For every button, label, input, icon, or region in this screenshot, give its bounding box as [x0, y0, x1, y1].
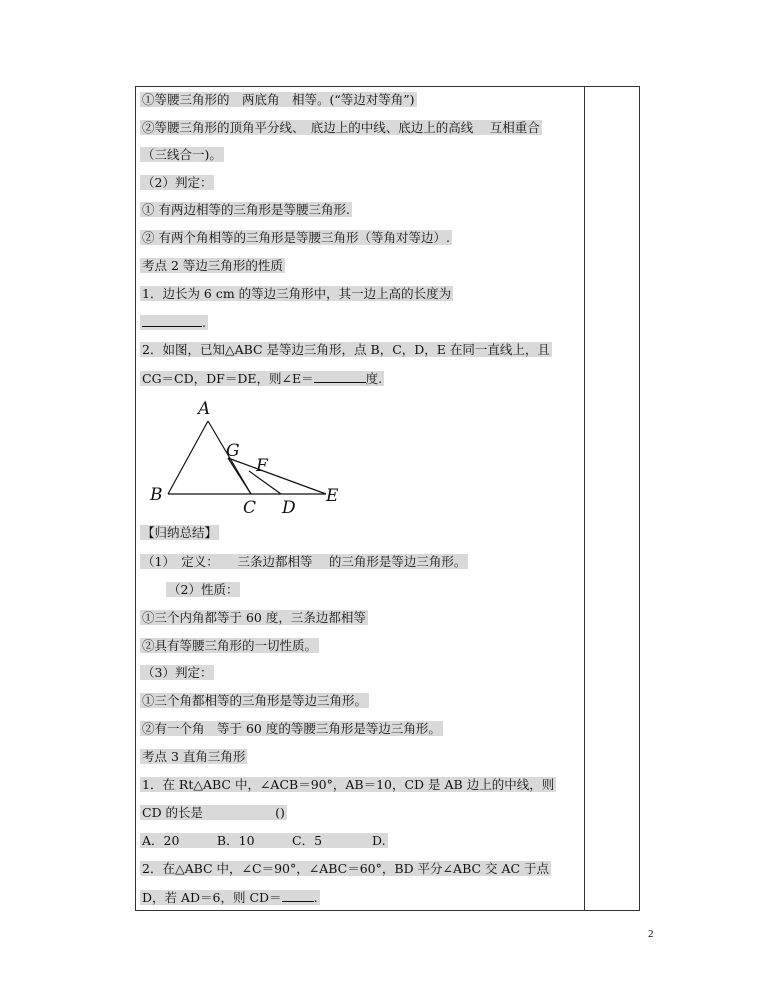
text-line: ②等腰三角形的顶角平分线、 底边上的中线、底边上的高线 互相重合	[142, 120, 540, 135]
segment-GE	[228, 458, 326, 494]
question-text: 2．在△ABC 中，∠C＝90°，∠ABC＝60°，BD 平分∠ABC 交 AC 于点	[142, 861, 550, 876]
question-text: D，若 AD＝6，则 CD＝ .	[140, 887, 320, 907]
segment-AB	[168, 421, 208, 494]
label-F: F	[256, 456, 268, 476]
label-B: B	[150, 485, 163, 505]
text-line: ② 有两个角相等的三角形是等腰三角形（等角对等边）.	[142, 230, 450, 245]
label-D: D	[282, 498, 296, 517]
text-line: ①等腰三角形的 两底角 相等。(“等边对等角”)	[142, 92, 415, 107]
text-line: ①三个内角都等于 60 度，三条边都相等	[142, 610, 366, 625]
text-line: （1） 定义： 三条边都相等 的三角形是等边三角形。	[142, 554, 467, 569]
question-text: CD 的长是 ()	[142, 805, 285, 820]
label-G: G	[226, 441, 240, 461]
triangle-figure	[138, 397, 353, 517]
question-text: CG＝CD，DF＝DE，则∠E＝ 度.	[140, 368, 384, 388]
options-line: A．20 B．10 C．5 D.	[142, 833, 386, 848]
answer-blank	[142, 312, 202, 327]
answer-blank	[314, 368, 366, 383]
text-line: ②有一个角 等于 60 度的等腰三角形是等边三角形。	[142, 721, 441, 736]
segment-CG	[228, 458, 251, 494]
question-text: 1．在 Rt△ABC 中，∠ACB＝90°，AB＝10，CD 是 AB 边上的中线，则	[142, 777, 555, 792]
text-line: （2）判定：	[142, 175, 213, 190]
label-A: A	[198, 399, 211, 419]
answer-blank	[282, 887, 314, 902]
text-line: ①三个角都相等的三角形是等边三角形。	[142, 693, 368, 708]
answer-blank-line: .	[140, 312, 208, 332]
section-heading: 考点 3 直角三角形	[142, 749, 246, 764]
text-line: ②具有等腰三角形的一切性质。	[142, 638, 318, 653]
page-number: 2	[648, 928, 654, 940]
text-line: （三线合一)。	[142, 147, 222, 162]
label-E: E	[326, 486, 339, 506]
label-C: C	[243, 498, 257, 517]
text-line: （3）判定：	[142, 665, 213, 680]
summary-heading: 【归纳总结】	[142, 525, 218, 540]
table-column-divider	[584, 86, 585, 911]
section-heading: 考点 2 等边三角形的性质	[142, 258, 283, 273]
text-line: （2）性质：	[168, 582, 239, 597]
question-text: 1．边长为 6 cm 的等边三角形中，其一边上高的长度为	[142, 286, 452, 301]
text-line: ① 有两边相等的三角形是等腰三角形.	[142, 202, 350, 217]
question-text: 2．如图，已知△ABC 是等边三角形，点 B，C，D，E 在同一直线上，且	[142, 342, 550, 357]
